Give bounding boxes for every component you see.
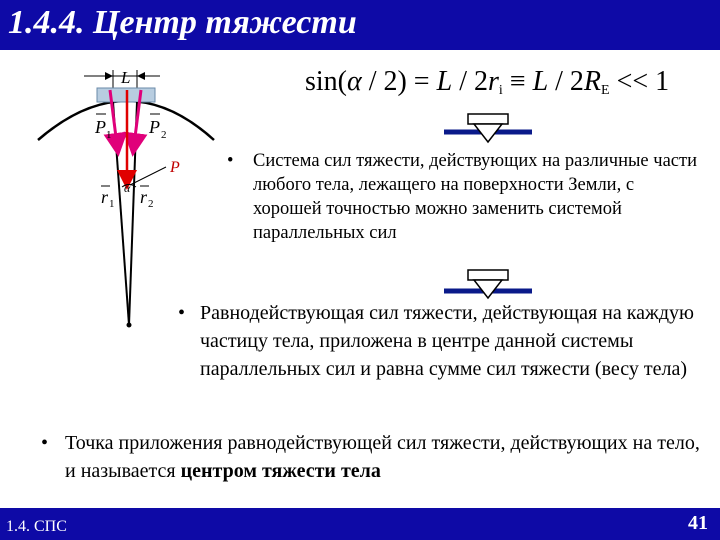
flow-arrow-2 <box>444 270 532 298</box>
label-r1-sub: 1 <box>109 198 115 210</box>
label-r2-sub: 2 <box>148 198 154 210</box>
label-l: L <box>121 68 131 87</box>
footer-bar <box>0 508 720 540</box>
footer-section-label: 1.4. СПС <box>6 518 67 535</box>
bullet-parallel-forces: • Система сил тяжести, действующих на различные части любого тела, лежащего на поверхности Земли, с хорошей точностью можно заменить системой параллельных сил <box>227 151 697 243</box>
term-center-of-gravity: центром тяжести тела <box>180 460 381 482</box>
label-alpha: α <box>124 181 131 195</box>
label-p: P <box>170 159 180 176</box>
formula-sin-alpha: $\sin(\alpha / 2) = L / 2r_i \equiv L / 2R_E << 1$ <box>305 66 670 98</box>
label-r2: r <box>140 187 148 207</box>
earth-center-point <box>127 323 132 328</box>
bullet-dot-icon: • <box>227 151 234 171</box>
bullet-dot-icon: • <box>41 432 49 454</box>
label-p2: P <box>149 117 160 137</box>
bullet-dot-icon: • <box>178 302 186 324</box>
bullet-center-of-gravity: • Точка приложения равнодействующей сил тяжести, действующих на тело, и называется центром тяжести тела <box>65 429 705 485</box>
slide-title: 1.4.4. Центр тяжести <box>8 4 357 41</box>
page-number: 41 <box>688 512 708 534</box>
label-p1-sub: 1 <box>106 129 112 141</box>
bullet-resultant-force: • Равнодействующая сил тяжести, действующая на каждую частицу тела, приложена в центре данной системы параллельных сил и равна сумме сил тяжести (весу тела) <box>200 299 700 383</box>
label-p2-sub: 2 <box>161 129 167 141</box>
label-p1: P <box>95 117 106 137</box>
flow-arrow-1 <box>444 114 532 142</box>
label-r1: r <box>101 187 109 207</box>
title-bar <box>0 0 720 50</box>
